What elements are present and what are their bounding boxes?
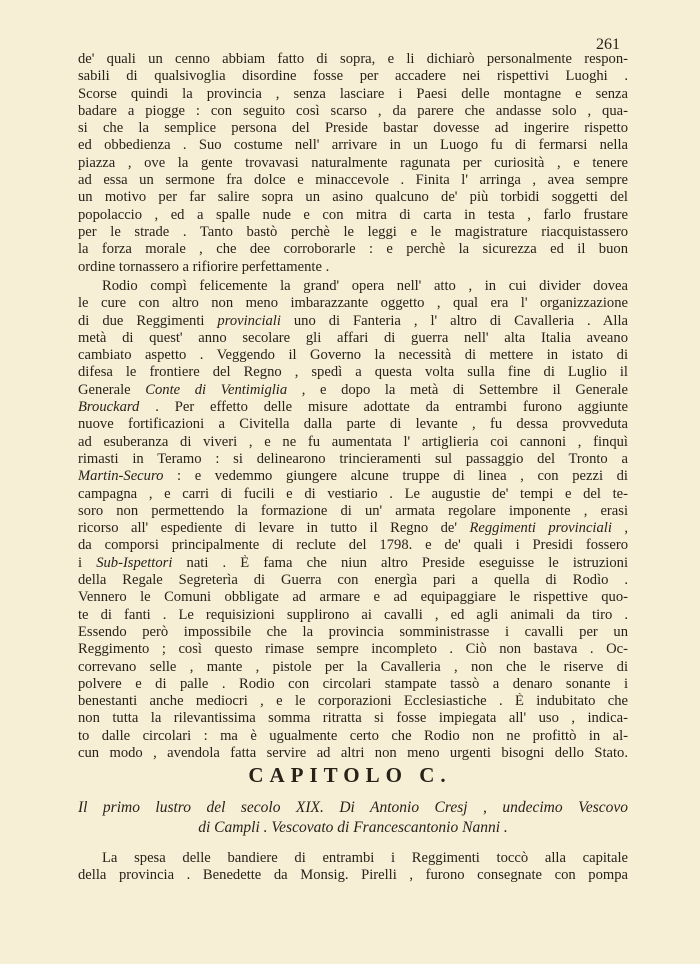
- text-run: cun modo , avendola fatta servire ad altri non meno urgenti bisogni dello Stato.: [78, 745, 628, 762]
- text-run: da comporsi principalmente di reclute del 1798. e de' quali i Presidi fossero: [78, 537, 628, 554]
- text-line: [78, 295, 628, 312]
- text-run: uno di Fanteria , l' altro di Cavalleria . Alla: [280, 312, 628, 329]
- text-run: della Regale Segreterìa di Guerra con energìa pari a quella di Rodìo .: [78, 572, 628, 589]
- text-run: della provincia . Benedette da Monsig. Pirelli , furono consegnate con pompa: [78, 867, 628, 884]
- italic-text: Reggimenti provinciali: [469, 520, 612, 537]
- text-run: ad essa un sermone fra dolce e minaccevole . Finita l' arringa , avea sempre: [78, 172, 628, 189]
- text-run: la forza morale , che dee corroborarle : e perchè la sicurezza ed il buon: [78, 241, 628, 258]
- text-run: Essendo però impossibile che la provincia somministrasse i cavalli per un: [78, 623, 628, 640]
- text-line: [78, 607, 628, 624]
- text-run: rimasti in Teramo : si delinearono trincieramenti sul passaggio del Tronto a: [78, 450, 628, 467]
- text-line: [78, 520, 628, 537]
- text-run: cambiato aspetto . Veggendo il Governo la necessità di mettere in istato di: [78, 347, 628, 364]
- text-line: [78, 659, 628, 676]
- text-line: [78, 347, 628, 364]
- text-line: [78, 364, 628, 381]
- text-run: Scorse quindi la provincia , senza lasciare i Paesi delle montagne e senza: [78, 85, 628, 102]
- text-line: [78, 589, 628, 606]
- text-run: de' quali un cenno abbiam fatto di sopra, e li dichiarò personalmente respon-: [78, 51, 628, 67]
- text-line: [78, 624, 628, 641]
- paragraph-2: [78, 278, 628, 762]
- text-line: [78, 399, 628, 416]
- text-line: [78, 537, 628, 554]
- text-line: [78, 728, 628, 745]
- text-line: [78, 189, 628, 206]
- text-run: i: [78, 554, 97, 571]
- italic-text: provinciali: [217, 312, 281, 329]
- text-line: [78, 572, 628, 589]
- text-run: di due Reggimenti: [78, 312, 218, 329]
- text-line: [78, 503, 628, 520]
- text-run: sabili di qualsivoglia disordine fosse per accadere nei rispettivi Luoghi .: [78, 68, 628, 85]
- text-run: ricorso all' espediente di levare in tutto il Regno de': [78, 520, 470, 537]
- text-run: le cure con altro non meno imbarazzante oggetto , qual era l' organizzazione: [78, 295, 628, 312]
- text-run: nati . È fama che niun altro Preside eseguisse le istruzioni: [172, 554, 628, 571]
- text-line: [78, 468, 628, 485]
- text-line: [78, 850, 628, 867]
- chapter-heading: CAPITOLO C.: [248, 763, 452, 787]
- text-run: polvere e di palle . Rodio con circolari stampate tassò a denaro sonante i: [78, 675, 628, 692]
- text-run: Rodio compì felicemente la grand' opera nell' atto , in cui divider dovea: [102, 278, 628, 294]
- italic-text: Brouckard: [78, 399, 140, 416]
- text-run: popolaccio , ed a spalle nude e con mitra di carta in testa , farlo frustare: [78, 206, 628, 223]
- text-run: si che la semplice persona del Preside bastar dovesse ad ingerire rispetto: [78, 120, 628, 137]
- text-run: campagna , e carri di fucili e di vestiario . Le augustie de' tempi e del te-: [78, 485, 628, 502]
- text-line: [78, 641, 628, 658]
- paragraph-1: [78, 51, 628, 276]
- text-run: soro non permettendo la formazione di un' armata regolare imponente , erasi: [78, 502, 628, 519]
- italic-text: Martin-Securo: [78, 468, 164, 485]
- text-run: . Per effetto delle misure adottate da entrambi furono aggiunte: [139, 399, 628, 416]
- page-number: 261: [596, 36, 620, 53]
- text-run: : e vedemmo giungere alcune truppe di linea , con pezzi di: [163, 468, 628, 485]
- chapter-subtitle: [78, 798, 628, 838]
- text-run: per le strade . Tanto bastò perchè le leggi e le magistrature riacquistassero: [78, 223, 628, 240]
- text-line: [78, 710, 628, 727]
- text-line: [78, 382, 628, 399]
- text-run: Vennero le Comuni obbligate ad armare e ad equipaggiare le rispettive quo-: [78, 589, 628, 606]
- text-line: [78, 86, 628, 103]
- text-line: [78, 51, 628, 68]
- text-line: [78, 555, 628, 572]
- italic-text: Sub-Ispettori: [96, 554, 173, 571]
- text-line: [78, 313, 628, 330]
- italic-text: Conte di Ventimiglia: [145, 381, 288, 398]
- text-run: piazza , ove la gente trovavasi naturalmente ragunata per curiosità , e tenere: [78, 154, 628, 171]
- text-line: [78, 486, 628, 503]
- text-run: , e dopo la metà di Settembre il Generale: [287, 381, 628, 398]
- text-run: badare a piogge : con seguito così scarso , da parere che andasse solo , qua-: [78, 102, 628, 119]
- text-line: [78, 676, 628, 693]
- text-line: [78, 278, 628, 295]
- text-line: [78, 693, 628, 710]
- text-line: [78, 867, 628, 884]
- text-run: Reggimento ; così questo rimase sempre incompleto . Ciò non bastava . Oc-: [78, 641, 628, 658]
- text-line: [78, 745, 628, 762]
- text-line: [78, 259, 628, 276]
- text-run: Generale: [78, 381, 146, 398]
- text-run: correvano selle , mante , pistole per la Cavalleria , non che le riserve di: [78, 658, 628, 675]
- text-line: [78, 224, 628, 241]
- text-run: un motivo per far salire sopra un asino qualcuno de' più torbidi soggetti del: [78, 189, 628, 206]
- text-run: ,: [611, 520, 628, 537]
- text-run: non tutta la rilevantissima somma ritratta si fosse impiegata all' uso , indica-: [78, 710, 628, 727]
- chapter-subtitle-line-2: di Campli . Vescovato di Francescantonio Nanni .: [198, 819, 508, 836]
- text-run: ad esuberanza di viveri , e ne fu aumentata l' artiglieria coi cannoni , finquì: [78, 433, 628, 450]
- text-run: ed obbedienza . Suo costume nell' arrivare in un Luogo fu di fermarsi nella: [78, 137, 628, 154]
- text-run: to dalle circolari : ma è ugualmente certo che Rodio non ne profittò in al-: [78, 727, 628, 744]
- text-line: [78, 68, 628, 85]
- text-line: [78, 155, 628, 172]
- text-run: nuove fortificazioni a Civitella dalla parte di levante , fu dessa provveduta: [78, 416, 628, 433]
- text-line: [78, 103, 628, 120]
- text-run: te di fanti . Le requisizioni supplirono ai cavalli , ed agli animali da tiro .: [78, 606, 628, 623]
- text-line: [78, 120, 628, 137]
- text-run: metà di quest' anno secolare gli affari di guerra nell' alta Italia aveano: [78, 329, 628, 346]
- text-run: ordine tornassero a rifiorire perfettamente .: [78, 258, 330, 275]
- text-line: [78, 330, 628, 347]
- text-run: benestanti anche mediocri , e le corporazioni Ecclesiastiche . È indubitato che: [78, 693, 628, 710]
- text-line: [78, 434, 628, 451]
- text-line: [78, 207, 628, 224]
- text-line: [78, 241, 628, 258]
- text-line: [78, 416, 628, 433]
- text-line: [78, 451, 628, 468]
- chapter-subtitle-line-1: Il primo lustro del secolo XIX. Di Antonio Cresj , undecimo Vescovo: [78, 799, 628, 816]
- text-run: difesa le frontiere del Regno , spedì a questa volta sulla fine di Luglio il: [78, 364, 628, 381]
- text-line: [78, 172, 628, 189]
- paragraph-3: [78, 850, 628, 885]
- text-run: La spesa delle bandiere di entrambi i Reggimenti toccò alla capitale: [102, 850, 628, 866]
- text-line: [78, 137, 628, 154]
